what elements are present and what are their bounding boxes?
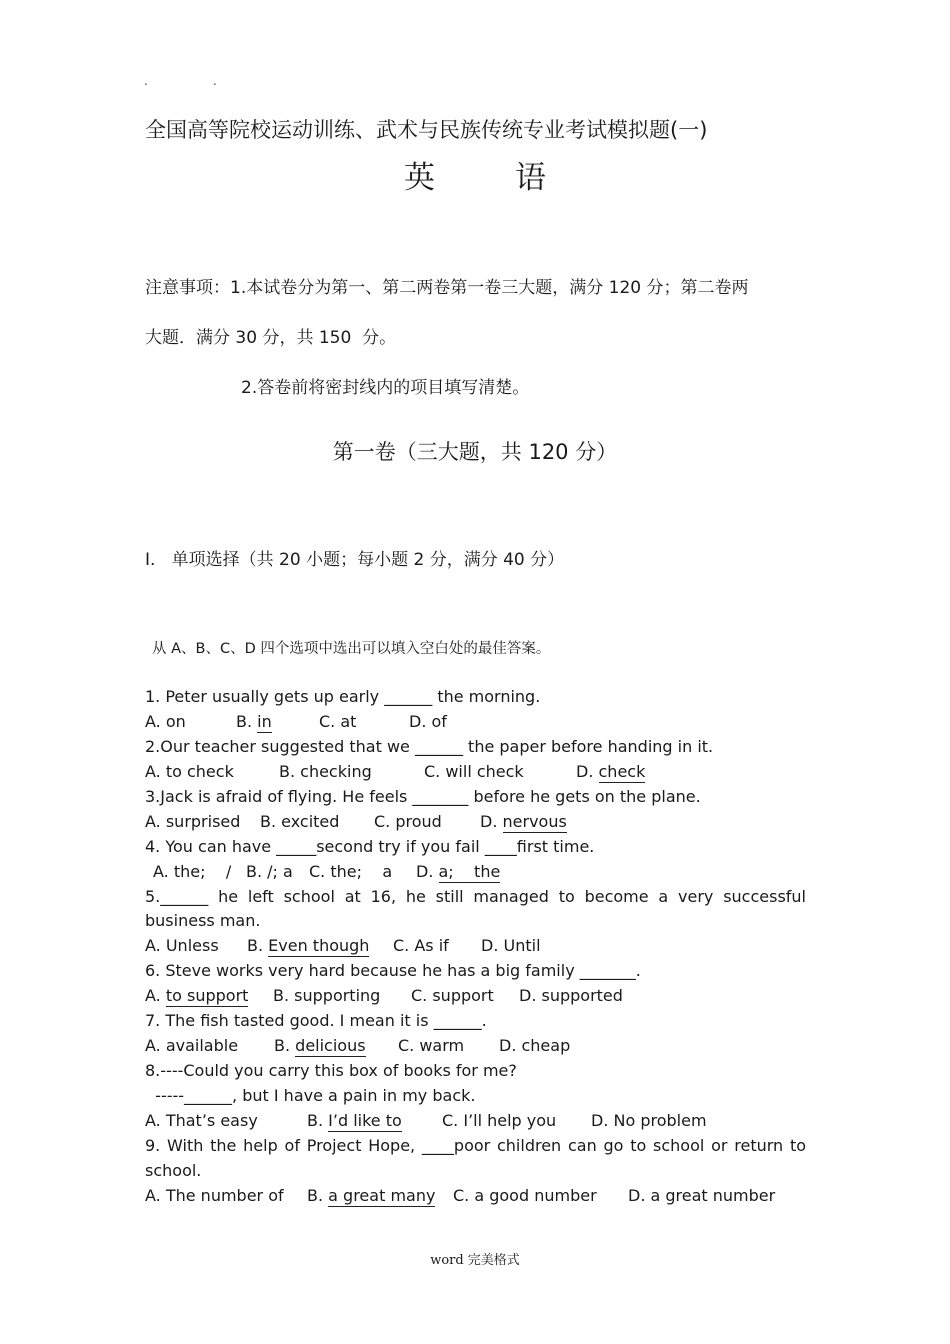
- exam-title: 全国高等院校运动训练、武术与民族传统专业考试模拟题(一): [145, 118, 708, 142]
- option-letter: B.: [236, 712, 258, 731]
- subject-char: 英: [404, 160, 435, 196]
- question-text: 5.______ he left school at 16, he still managed to become a very successful: [145, 887, 806, 906]
- question-text: 8.----Could you carry this box of books for me?: [145, 1061, 517, 1080]
- option: A. The number of: [145, 1186, 284, 1205]
- answer-option: in: [257, 712, 272, 731]
- answer-option: I’d like to: [328, 1111, 402, 1130]
- option: C. at: [319, 712, 357, 731]
- question-text: 4. You can have _____second try if you fail ____first time.: [145, 837, 595, 856]
- question-text: 7. The fish tasted good. I mean it is ______.: [145, 1011, 487, 1030]
- question-text-cont: school.: [145, 1161, 202, 1180]
- option: D. cheap: [499, 1036, 571, 1055]
- option-letter: D.: [480, 812, 503, 831]
- option: C. support: [411, 986, 494, 1005]
- question-text: 6. Steve works very hard because he has a big family _______.: [145, 961, 641, 980]
- option: C. the; a: [309, 862, 393, 881]
- option: A. to check: [145, 762, 234, 781]
- answer-option: a great many: [328, 1186, 436, 1205]
- option: A. That’s easy: [145, 1111, 258, 1130]
- option-letter: D.: [576, 762, 599, 781]
- option: A. available: [145, 1036, 239, 1055]
- question-text: 9. With the help of Project Hope, ____poor children can go to school or return to: [145, 1136, 806, 1155]
- option-letter: B.: [307, 1111, 329, 1130]
- option: C. I’ll help you: [442, 1111, 557, 1130]
- header-dot: .: [213, 74, 217, 88]
- option: C. a good number: [453, 1186, 597, 1205]
- option-letter: D.: [416, 862, 439, 881]
- answer-option: Even though: [268, 936, 370, 955]
- option-letter: B.: [307, 1186, 329, 1205]
- option: B. /; a: [246, 862, 293, 881]
- question-text-cont: business man.: [145, 911, 261, 930]
- option: C. will check: [424, 762, 524, 781]
- option-letter: B.: [274, 1036, 296, 1055]
- header-dot: .: [144, 74, 148, 88]
- option: A. Unless: [145, 936, 219, 955]
- question-text: 3.Jack is afraid of flying. He feels _______ before he gets on the plane.: [145, 787, 701, 806]
- option: B. supporting: [273, 986, 381, 1005]
- option: C. proud: [374, 812, 442, 831]
- option: B. checking: [279, 762, 372, 781]
- option: A. surprised: [145, 812, 241, 831]
- answer-option: nervous: [502, 812, 567, 831]
- option: D. No problem: [591, 1111, 707, 1130]
- question-text-cont: -----______, but I have a pain in my back.: [145, 1086, 476, 1105]
- instructions: 从 A、B、C、D 四个选项中选出可以填入空白处的最佳答案。: [152, 641, 551, 657]
- note-line: 注意事项：1.本试卷分为第一、第二两卷第一卷三大题，满分 120 分；第二卷两: [145, 278, 749, 298]
- option-letter: B.: [247, 936, 269, 955]
- question-text: 1. Peter usually gets up early ______ the morning.: [145, 687, 541, 706]
- option: A. on: [145, 712, 186, 731]
- note-line: 大题．满分 30 分，共 150 分。: [145, 328, 397, 348]
- option: B. excited: [260, 812, 340, 831]
- question-text: 2.Our teacher suggested that we ______ the paper before handing in it.: [145, 737, 714, 756]
- option: C. warm: [398, 1036, 465, 1055]
- volume-title: 第一卷（三大题，共 120 分）: [332, 440, 618, 464]
- answer-option: to support: [165, 986, 249, 1005]
- option: D. of: [409, 712, 447, 731]
- option: D. Until: [481, 936, 541, 955]
- note-line: 2.答卷前将密封线内的项目填写清楚。: [241, 378, 530, 398]
- option: A. the; /: [153, 862, 232, 881]
- option: D. a great number: [628, 1186, 776, 1205]
- section-title: I. 单项选择（共 20 小题；每小题 2 分，满分 40 分）: [145, 550, 565, 570]
- subject-char: 语: [515, 160, 546, 196]
- answer-option: a; the: [438, 862, 501, 881]
- option: D. supported: [519, 986, 623, 1005]
- answer-option: delicious: [295, 1036, 366, 1055]
- option: C. As if: [393, 936, 449, 955]
- answer-option: check: [598, 762, 646, 781]
- page-footer: word 完美格式: [430, 1253, 520, 1268]
- option-letter: A.: [145, 986, 166, 1005]
